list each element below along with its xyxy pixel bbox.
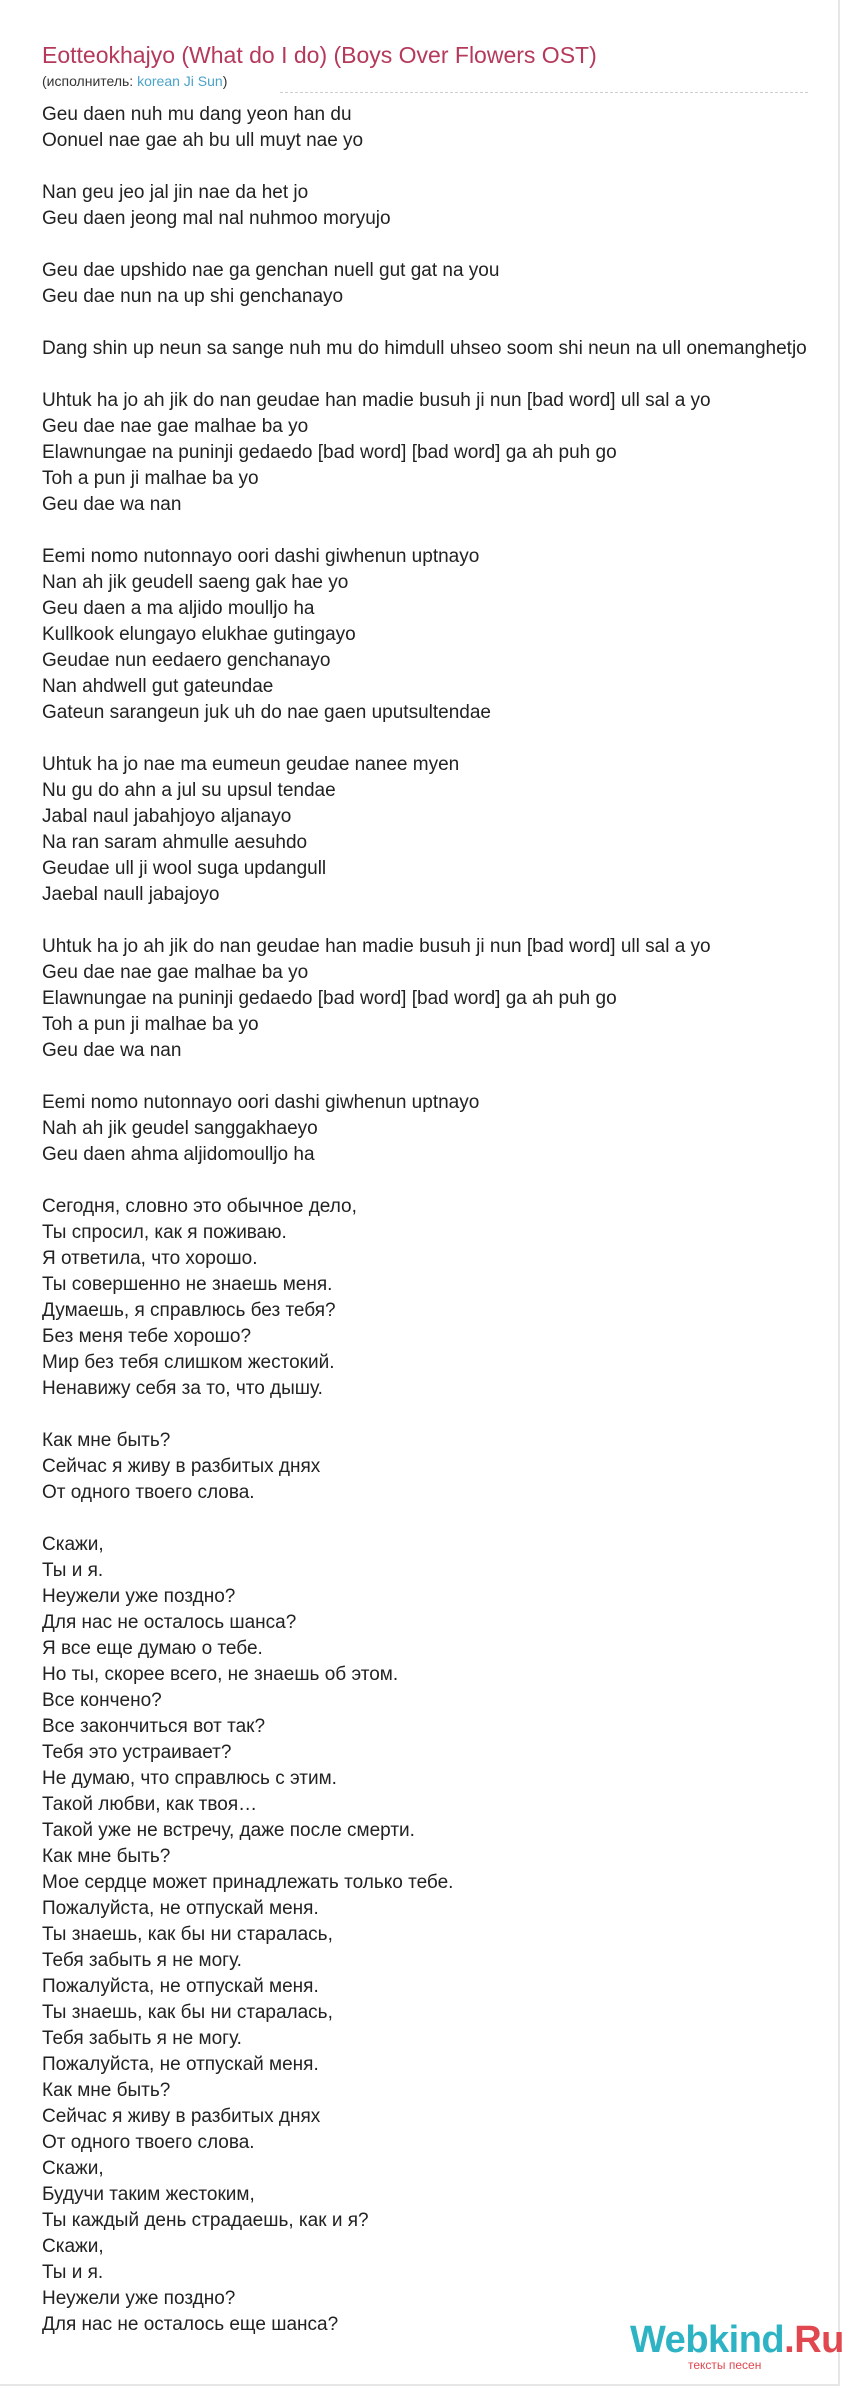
lyric-line: Gateun sarangeun juk uh do nae gaen uputsultendae — [42, 702, 491, 723]
stanza-gap — [42, 908, 838, 934]
lyric-line: Ты каждый день страдаешь, как и я? — [42, 2210, 369, 2231]
stanza-gap — [42, 1506, 838, 1532]
performer-prefix: (исполнитель: — [42, 73, 138, 89]
lyric-line: Eemi nomo nutonnayo oori dashi giwhenun uptnayo — [42, 1092, 480, 1113]
lyric-line: Неужели уже поздно? — [42, 1586, 236, 1607]
lyric-line: Пожалуйста, не отпускай меня. — [42, 2054, 319, 2075]
stanza-gap — [42, 1402, 838, 1428]
lyric-line: Для нас не осталось еще шанса? — [42, 2314, 339, 2335]
lyric-line: Тебя забыть я не могу. — [42, 2028, 242, 2049]
lyric-line: Geudae nun eedaero genchanayo — [42, 650, 331, 671]
lyric-line: Ты и я. — [42, 2262, 104, 2283]
performer-line — [42, 72, 227, 90]
lyric-line: Скажи, — [42, 2158, 104, 2179]
lyric-line: Все кончено? — [42, 1690, 162, 1711]
lyric-line: Тебя это устраивает? — [42, 1742, 232, 1763]
lyric-line: Nu gu do ahn a jul su upsul tendae — [42, 780, 336, 801]
lyric-line: Сегодня, словно это обычное дело, — [42, 1196, 357, 1217]
lyric-line: Geu dae wa nan — [42, 494, 182, 515]
stanza-gap — [42, 362, 838, 388]
logo-tagline: тексты песен — [688, 2358, 762, 2372]
lyric-line: Kullkook elungayo elukhae gutingayo — [42, 624, 356, 645]
lyric-line: Ты спросил, как я поживаю. — [42, 1222, 287, 1243]
logo-brand: Webkind — [630, 2319, 785, 2361]
stanza-gap — [42, 518, 838, 544]
stanza-gap — [42, 726, 838, 752]
lyric-line: Такой любви, как твоя… — [42, 1794, 258, 1815]
lyric-line: Ненавижу себя за то, что дышу. — [42, 1378, 323, 1399]
logo-tld: .Ru — [784, 2319, 844, 2361]
lyric-line: Nan ahdwell gut gateundae — [42, 676, 274, 697]
lyric-line: Мое сердце может принадлежать только тебе. — [42, 1872, 454, 1893]
stanza-gap — [42, 1064, 838, 1090]
lyric-line: Для нас не осталось шанса? — [42, 1612, 297, 1633]
lyric-line: Nan geu jeo jal jin nae da het jo — [42, 182, 309, 203]
lyric-line: Dang shin up neun sa sange nuh mu do himdull uhseo soom shi neun na ull onemanghetjo — [42, 338, 807, 359]
logo-wordmark — [630, 2318, 844, 2362]
stanza-gap — [42, 310, 838, 336]
lyric-line: Пожалуйста, не отпускай меня. — [42, 1976, 319, 1997]
lyric-line: Но ты, скорее всего, не знаешь об этом. — [42, 1664, 399, 1685]
lyric-line: Не думаю, что справлюсь с этим. — [42, 1768, 337, 1789]
lyric-line: Geu dae wa nan — [42, 1040, 182, 1061]
lyric-line: Geu dae nun na up shi genchanayo — [42, 286, 344, 307]
lyric-line: Пожалуйста, не отпускай меня. — [42, 1898, 319, 1919]
lyric-line: Na ran saram ahmulle aesuhdo — [42, 832, 308, 853]
header-divider — [280, 92, 808, 93]
lyrics-body — [42, 102, 838, 2338]
lyric-line: Toh a pun ji malhae ba yo — [42, 468, 259, 489]
lyric-line: Geu daen a ma aljido moulljo ha — [42, 598, 315, 619]
lyric-line: Скажи, — [42, 1534, 104, 1555]
lyric-line: Будучи таким жестоким, — [42, 2184, 255, 2205]
lyric-line: Eemi nomo nutonnayo oori dashi giwhenun uptnayo — [42, 546, 480, 567]
lyric-line: Uhtuk ha jo ah jik do nan geudae han madie busuh ji nun [bad word] ull sal a yo — [42, 390, 711, 411]
lyric-line: Тебя забыть я не могу. — [42, 1950, 242, 1971]
lyric-line: Я все еще думаю о тебе. — [42, 1638, 263, 1659]
lyric-line: От одного твоего слова. — [42, 2132, 255, 2153]
lyric-line: Geu daen nuh mu dang yeon han du — [42, 104, 352, 125]
lyric-line: Oonuel nae gae ah bu ull muyt nae yo — [42, 130, 364, 151]
stanza-gap — [42, 154, 838, 180]
lyric-line: Ты знаешь, как бы ни старалась, — [42, 1924, 333, 1945]
lyric-line: От одного твоего слова. — [42, 1482, 255, 1503]
lyric-line: Elawnungae na puninji gedaedo [bad word] [bad word] ga ah puh go — [42, 442, 617, 463]
lyric-line: Nan ah jik geudell saeng gak hae yo — [42, 572, 349, 593]
performer-link[interactable]: korean Ji Sun — [137, 73, 223, 89]
lyric-line: Uhtuk ha jo ah jik do nan geudae han madie busuh ji nun [bad word] ull sal a yo — [42, 936, 711, 957]
lyric-line: Сейчас я живу в разбитых днях — [42, 1456, 321, 1477]
lyric-line: Geu daen ahma aljidomoulljo ha — [42, 1144, 315, 1165]
lyric-line: Без меня тебе хорошо? — [42, 1326, 252, 1347]
lyric-line: Думаешь, я справлюсь без тебя? — [42, 1300, 336, 1321]
lyric-line: Toh a pun ji malhae ba yo — [42, 1014, 259, 1035]
lyric-line: Jaebal naull jabajoyo — [42, 884, 220, 905]
lyric-line: Мир без тебя слишком жестокий. — [42, 1352, 335, 1373]
lyric-line: Geudae ull ji wool suga updangull — [42, 858, 327, 879]
lyric-line: Geu dae nae gae malhae ba yo — [42, 416, 309, 437]
lyric-line: Скажи, — [42, 2236, 104, 2257]
lyric-line: Все закончиться вот так? — [42, 1716, 266, 1737]
lyric-line: Ты и я. — [42, 1560, 104, 1581]
lyric-line: Я ответила, что хорошо. — [42, 1248, 258, 1269]
lyric-line: Geu dae nae gae malhae ba yo — [42, 962, 309, 983]
lyric-line: Geu dae upshido nae ga genchan nuell gut gat na you — [42, 260, 500, 281]
lyric-line: Как мне быть? — [42, 1430, 171, 1451]
performer-suffix: ) — [222, 73, 228, 89]
lyric-line: Jabal naul jabahjoyo aljanayo — [42, 806, 292, 827]
site-logo[interactable] — [630, 2318, 844, 2374]
lyric-line: Как мне быть? — [42, 2080, 171, 2101]
song-title: Eotteokhajyo (What do I do) (Boys Over Flowers OST) — [42, 42, 597, 68]
lyric-line: Неужели уже поздно? — [42, 2288, 236, 2309]
lyric-line: Как мне быть? — [42, 1846, 171, 1867]
lyric-line: Geu daen jeong mal nal nuhmoo moryujo — [42, 208, 391, 229]
lyric-line: Uhtuk ha jo nae ma eumeun geudae nanee myen — [42, 754, 460, 775]
lyric-line: Nah ah jik geudel sanggakhaeyo — [42, 1118, 318, 1139]
lyric-line: Elawnungae na puninji gedaedo [bad word] [bad word] ga ah puh go — [42, 988, 617, 1009]
stanza-gap — [42, 1168, 838, 1194]
lyric-line: Ты совершенно не знаешь меня. — [42, 1274, 333, 1295]
lyric-line: Ты знаешь, как бы ни старалась, — [42, 2002, 333, 2023]
lyric-line: Сейчас я живу в разбитых днях — [42, 2106, 321, 2127]
stanza-gap — [42, 232, 838, 258]
lyric-line: Такой уже не встречу, даже после смерти. — [42, 1820, 415, 1841]
